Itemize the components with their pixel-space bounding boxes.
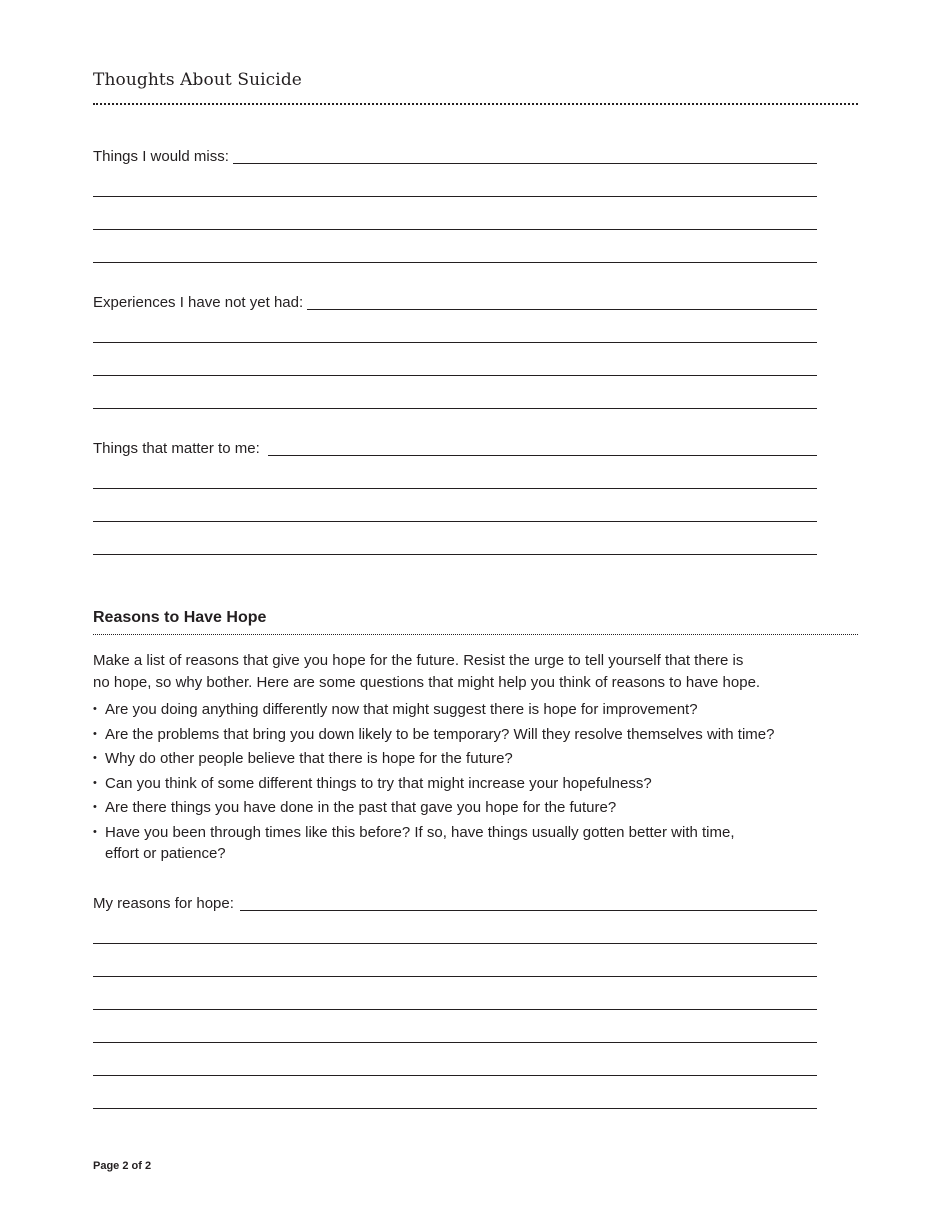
miss-line-2[interactable]: [93, 196, 817, 197]
page-number: Page 2 of 2: [93, 1160, 152, 1172]
hope-line-3[interactable]: [93, 976, 817, 977]
experiences-line-3[interactable]: [93, 375, 817, 376]
matter-label: Things that matter to me:: [93, 440, 268, 458]
list-item: • Can you think of some different things to try that might increase your hopefulness?: [93, 774, 652, 792]
section-title: Reasons to Have Hope: [93, 609, 267, 626]
intro-line: Make a list of reasons that give you hope for the future. Resist the urge to tell yourself that there is: [93, 652, 744, 669]
bullet-icon: •: [93, 801, 97, 814]
bullet-icon: •: [93, 703, 97, 715]
hope-line-2[interactable]: [93, 943, 817, 944]
miss-label: Things I would miss:: [93, 148, 233, 166]
list-item: • Why do other people believe that there is hope for the future?: [93, 750, 513, 768]
matter-line-3[interactable]: [93, 521, 817, 522]
hope-line-4[interactable]: [93, 1009, 817, 1010]
bullet-icon: •: [93, 727, 97, 740]
intro-line: no hope, so why bother. Here are some questions that might help you think of reasons to have hope.: [93, 673, 761, 691]
list-item: • Have you been through times like this before? If so, have things usually gotten better with time, effort or patience?: [93, 823, 735, 862]
hope-line-7[interactable]: [93, 1108, 817, 1109]
bullet-icon: •: [93, 825, 97, 838]
section-divider: [93, 634, 858, 635]
list-item: • Are there things you have done in the past that gave you hope for the future?: [93, 799, 617, 817]
intro-paragraph: [93, 650, 773, 693]
list-item: • Are you doing anything differently now that might suggest there is hope for improvement?: [93, 701, 698, 718]
experiences-line-2[interactable]: [93, 342, 817, 343]
page-title: Thoughts About Suicide: [93, 70, 302, 90]
miss-line-3[interactable]: [93, 229, 817, 230]
matter-line-4[interactable]: [93, 554, 817, 555]
hope-line-6[interactable]: [93, 1075, 817, 1076]
question-list: [93, 699, 793, 868]
bullet-icon: •: [93, 776, 97, 789]
list-item: • Are the problems that bring you down likely to be temporary? Will they resolve themselves with time?: [93, 725, 775, 743]
hope-label: My reasons for hope:: [93, 895, 240, 913]
title-divider: [93, 103, 858, 105]
matter-line-2[interactable]: [93, 488, 817, 489]
bullet-icon: •: [93, 752, 97, 765]
miss-line-4[interactable]: [93, 262, 817, 263]
hope-line-5[interactable]: [93, 1042, 817, 1043]
experiences-label: Experiences I have not yet had:: [93, 294, 307, 312]
experiences-line-4[interactable]: [93, 408, 817, 409]
